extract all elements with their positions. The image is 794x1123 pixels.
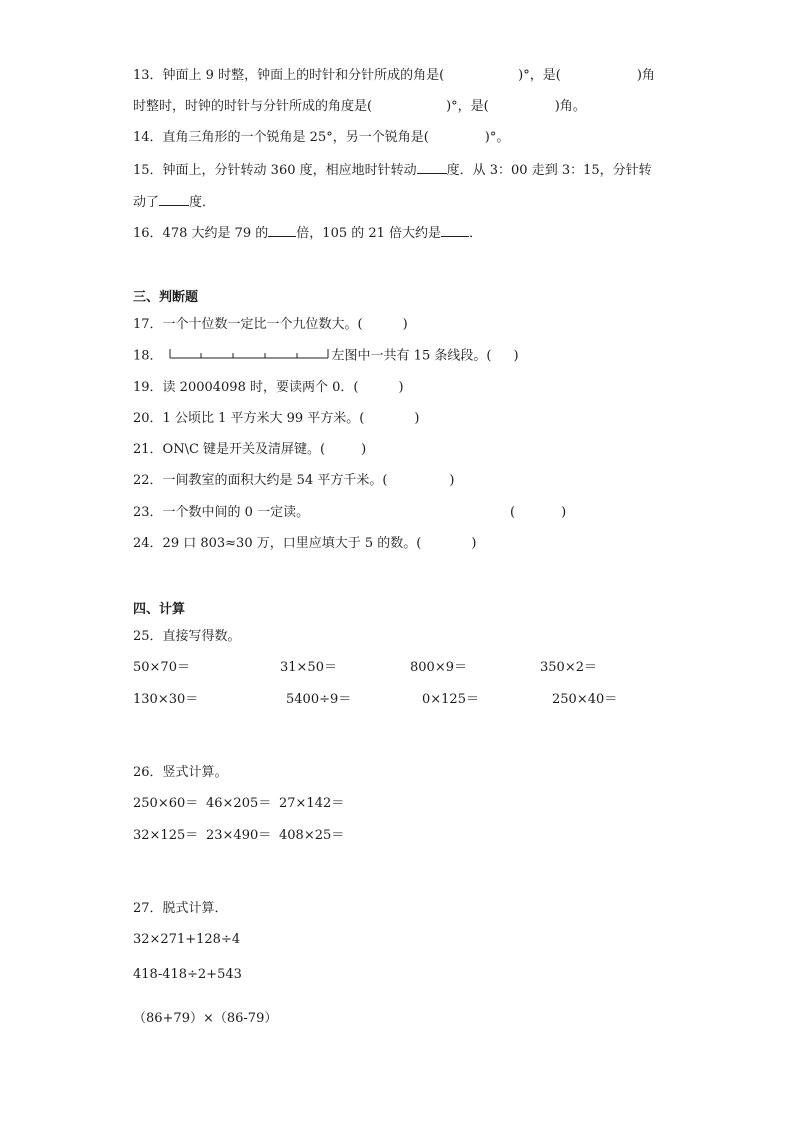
question-13-line-1: 13．钟面上 9 时整，钟面上的时针和分针所成的角是( )°，是( )角 xyxy=(133,68,655,83)
section-heading-calculation: 四、计算 xyxy=(133,602,186,617)
question-15-line-2: 动了 度． xyxy=(133,195,216,210)
question-14: 14．直角三角形的一个锐角是 25°，另一个锐角是( )°。 xyxy=(133,130,510,145)
answer-blank[interactable] xyxy=(268,224,296,237)
question-27-title: 27．脱式计算． xyxy=(133,901,228,916)
vertical-calc-item: 23×490＝ xyxy=(206,828,272,843)
oral-calc-item: 130×30＝ xyxy=(133,692,199,707)
answer-blank[interactable] xyxy=(417,161,447,174)
line-segment-diagram xyxy=(169,347,329,359)
question-23-answer-brackets: ( ) xyxy=(510,505,567,520)
question-17: 17．一个十位数一定比一个九位数大。( ) xyxy=(133,317,408,332)
question-21: 21．ON\C 键是开关及清屏键。( ) xyxy=(133,442,367,457)
oral-calc-item: 31×50＝ xyxy=(280,660,337,675)
vertical-calc-item: 32×125＝ xyxy=(133,828,199,843)
question-24: 24．29 口 803≈30 万，口里应填大于 5 的数。( ) xyxy=(133,536,477,551)
line-segment-figure xyxy=(169,347,329,365)
vertical-calc-item: 250×60＝ xyxy=(133,796,199,811)
question-15-line-1: 15．钟面上，分针转动 360 度，相应地时针转动 度．从 3：00 走到 3：15，分针转 xyxy=(133,163,652,178)
vertical-calc-item: 46×205＝ xyxy=(206,796,272,811)
stepwise-calc-item: 32×271+128÷4 xyxy=(133,932,241,947)
question-22: 22．一间教室的面积大约是 54 平方千米。( ) xyxy=(133,473,455,488)
question-16: 16．478 大约是 79 的 倍，105 的 21 倍大约是 ． xyxy=(133,226,483,241)
question-13-line-2: 时整时，时钟的时针与分针所成的角度是( )°，是( )角。 xyxy=(133,99,586,114)
section-heading-judgement: 三、判断题 xyxy=(133,290,199,305)
answer-blank[interactable] xyxy=(159,193,189,206)
oral-calc-item: 50×70＝ xyxy=(133,660,190,675)
stepwise-calc-item: 418-418÷2+543 xyxy=(133,967,242,982)
oral-calc-item: 350×2＝ xyxy=(540,660,597,675)
oral-calc-item: 800×9＝ xyxy=(410,660,467,675)
vertical-calc-item: 27×142＝ xyxy=(279,796,345,811)
vertical-calc-item: 408×25＝ xyxy=(279,828,345,843)
oral-calc-item: 0×125＝ xyxy=(422,692,479,707)
question-20: 20．1 公顷比 1 平方米大 99 平方米。( ) xyxy=(133,411,420,426)
question-26-title: 26．竖式计算。 xyxy=(133,765,228,780)
question-25-title: 25．直接写得数。 xyxy=(133,629,241,644)
stepwise-calc-item: （86+79）×（86-79） xyxy=(133,1011,278,1026)
question-18: 18． 左图中一共有 15 条线段。( ) xyxy=(133,348,519,364)
oral-calc-item: 250×40＝ xyxy=(552,692,618,707)
question-23: 23．一个数中间的 0 一定读。 xyxy=(133,505,310,520)
answer-blank[interactable] xyxy=(441,224,469,237)
oral-calc-item: 5400÷9＝ xyxy=(286,692,352,707)
question-19: 19．读 20004098 时，要读两个 0．( ) xyxy=(133,380,404,395)
